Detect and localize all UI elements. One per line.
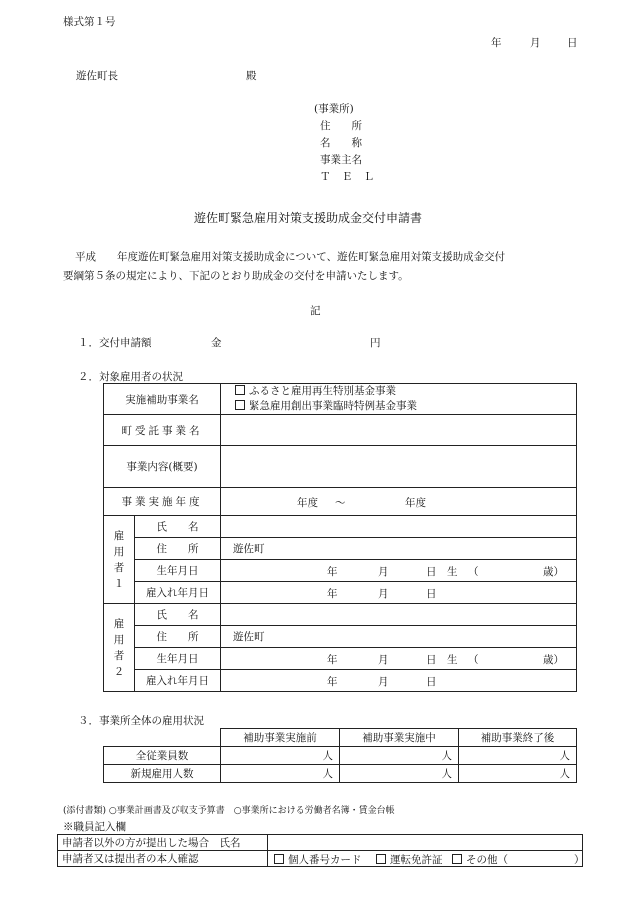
- checkbox-icon[interactable]: [235, 385, 245, 395]
- year-nendo-1: 年度: [297, 497, 318, 509]
- hire-day: 日: [426, 588, 437, 600]
- year-tilde: ～: [335, 497, 346, 509]
- section3-label: ３．事業所全体の雇用状況: [78, 715, 204, 727]
- birth-month: 月: [378, 566, 389, 578]
- age-open: （: [468, 566, 479, 578]
- consign-label: 町受託事業名: [104, 415, 221, 446]
- birth-day: 日: [426, 566, 437, 578]
- date-day-label: 日: [567, 37, 578, 49]
- hire-year: 年: [327, 676, 338, 688]
- check-mynumber[interactable]: 個人番号カード: [274, 852, 362, 867]
- office-tel-label: Ｔ Ｅ Ｌ: [320, 171, 379, 183]
- birth-suffix: 生: [447, 654, 458, 666]
- document-title: 遊佐町緊急雇用対策支援助成金交付申請書: [194, 211, 423, 225]
- row-total-label: 全従業員数: [104, 747, 221, 765]
- new-during[interactable]: 人: [340, 765, 459, 783]
- employee1-birth-value[interactable]: [221, 560, 577, 582]
- employee2-birth-label: 生年月日: [135, 648, 221, 670]
- project-options-cell: [221, 384, 577, 415]
- birth-year: 年: [327, 654, 338, 666]
- employee-table: [103, 383, 577, 692]
- year-label: 事業実施年度: [104, 488, 221, 516]
- birth-month: 月: [378, 654, 389, 666]
- employee1-group-label: 雇用者１: [104, 516, 135, 604]
- hire-month: 月: [378, 588, 389, 600]
- hire-day: 日: [426, 676, 437, 688]
- section2-label: ２．対象雇用者の状況: [78, 371, 183, 383]
- total-during[interactable]: 人: [340, 747, 459, 765]
- body-line-2: 要綱第５条の規定により、下記のとおり助成金の交付を申請いたします。: [63, 270, 409, 282]
- new-before[interactable]: 人: [221, 765, 340, 783]
- form-number: 様式第１号: [63, 16, 116, 28]
- project-option-1[interactable]: ふるさと雇用再生特別基金事業: [235, 384, 576, 399]
- staff-row1-label: 申請者以外の方が提出した場合 氏名: [58, 835, 268, 851]
- employee2-birth-value[interactable]: [221, 648, 577, 670]
- employee1-birth-label: 生年月日: [135, 560, 221, 582]
- attachments-note: (添付書類) ○事業計画書及び収支予算書 ○事業所における労働者名簿・賃金台帳: [63, 806, 395, 816]
- employee2-address-value[interactable]: 遊佐町: [221, 626, 577, 648]
- hire-year: 年: [327, 588, 338, 600]
- birth-suffix: 生: [447, 566, 458, 578]
- employee1-name-label: 氏 名: [135, 516, 221, 538]
- employee2-name-value[interactable]: [221, 604, 577, 626]
- project-option-2[interactable]: 緊急雇用創出事業臨時特例基金事業: [235, 399, 576, 414]
- header-before: 補助事業実施前: [221, 729, 340, 747]
- staff-row2-label: 申請者又は提出者の本人確認: [58, 851, 268, 867]
- checkbox-icon[interactable]: [274, 854, 284, 864]
- employee1-hire-label: 雇入れ年月日: [135, 582, 221, 604]
- employee1-address-label: 住 所: [135, 538, 221, 560]
- birth-day: 日: [426, 654, 437, 666]
- employee1-name-value[interactable]: [221, 516, 577, 538]
- section1-yen: 円: [370, 337, 381, 349]
- age-close: 歳）: [543, 566, 564, 578]
- office-label: (事業所): [314, 103, 354, 115]
- body-line-1: 平成 年度遊佐町緊急雇用対策支援助成金について、遊佐町緊急雇用対策支援助成金交付: [75, 251, 506, 263]
- project-name-label: 実施補助事業名: [104, 384, 221, 415]
- employee2-address-label: 住 所: [135, 626, 221, 648]
- ki-label: 記: [310, 305, 321, 317]
- staff-row1-value[interactable]: [268, 835, 583, 851]
- birth-year: 年: [327, 566, 338, 578]
- office-name-label: 名 称: [320, 137, 362, 149]
- check-license[interactable]: 運転免許証: [376, 852, 443, 867]
- content-value[interactable]: [221, 446, 577, 488]
- section1-kin: 金: [211, 337, 222, 349]
- employee2-name-label: 氏 名: [135, 604, 221, 626]
- age-open: （: [468, 654, 479, 666]
- employee2-hire-value[interactable]: [221, 670, 577, 692]
- staff-row2-value: [268, 851, 583, 867]
- corner-cell: [104, 729, 221, 747]
- date-month-label: 月: [530, 37, 541, 49]
- date-year-label: 年: [491, 37, 502, 49]
- employee1-address-value[interactable]: 遊佐町: [221, 538, 577, 560]
- check-other-close: ）: [574, 854, 585, 866]
- office-address-label: 住 所: [320, 120, 362, 132]
- row-new-label: 新規雇用人数: [104, 765, 221, 783]
- hire-month: 月: [378, 676, 389, 688]
- employee2-group-label: 雇用者２: [104, 604, 135, 692]
- check-other[interactable]: その他（: [452, 852, 508, 867]
- content-label: 事業内容(概要): [104, 446, 221, 488]
- total-before[interactable]: 人: [221, 747, 340, 765]
- section1-label: １．交付申請額: [78, 337, 152, 349]
- year-nendo-2: 年度: [405, 497, 426, 509]
- checkbox-icon[interactable]: [376, 854, 386, 864]
- header-after: 補助事業終了後: [459, 729, 577, 747]
- honorific: 殿: [246, 70, 257, 82]
- staff-table: [57, 834, 583, 867]
- employee1-hire-value[interactable]: [221, 582, 577, 604]
- checkbox-icon[interactable]: [452, 854, 462, 864]
- total-after[interactable]: 人: [459, 747, 577, 765]
- office-owner-label: 事業主名: [320, 154, 362, 166]
- checkbox-icon[interactable]: [235, 400, 245, 410]
- year-value[interactable]: [221, 488, 577, 516]
- employee2-hire-label: 雇入れ年月日: [135, 670, 221, 692]
- addressee: 遊佐町長: [76, 70, 118, 82]
- new-after[interactable]: 人: [459, 765, 577, 783]
- staff-section-title: ※職員記入欄: [63, 821, 126, 833]
- employment-status-table: [103, 728, 577, 783]
- header-during: 補助事業実施中: [340, 729, 459, 747]
- age-close: 歳）: [543, 654, 564, 666]
- consign-value[interactable]: [221, 415, 577, 446]
